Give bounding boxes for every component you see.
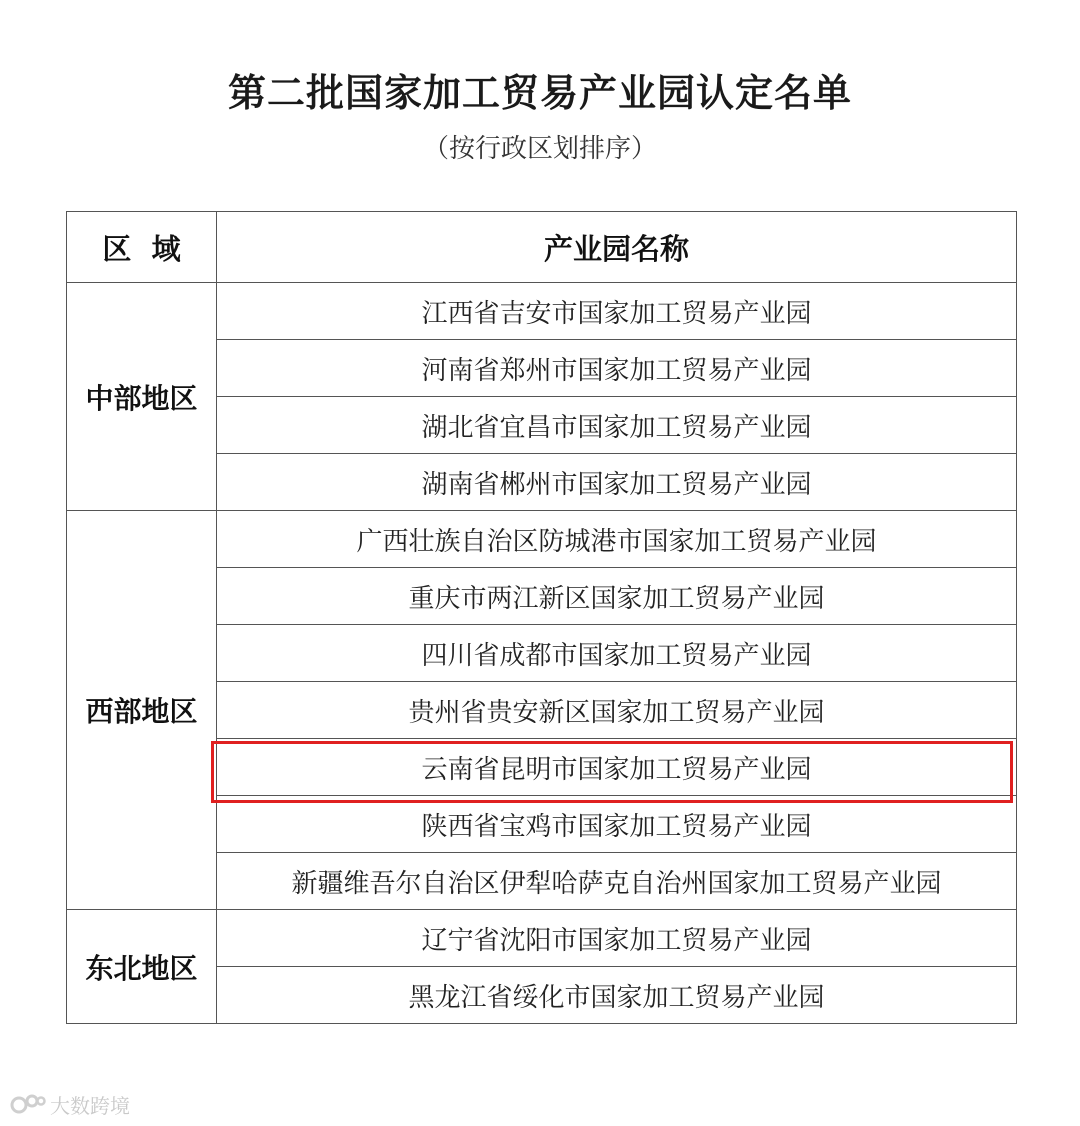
region-northeast: 东北地区 (67, 910, 217, 1024)
park-name: 湖南省郴州市国家加工贸易产业园 (217, 454, 1017, 511)
park-name: 四川省成都市国家加工贸易产业园 (217, 625, 1017, 682)
region-western: 西部地区 (67, 511, 217, 910)
table-row (67, 283, 1017, 340)
park-name: 广西壮族自治区防城港市国家加工贸易产业园 (217, 511, 1017, 568)
table-header-row (67, 212, 1017, 283)
park-name: 贵州省贵安新区国家加工贸易产业园 (217, 682, 1017, 739)
header-region: 区 域 (67, 212, 217, 283)
park-name: 陕西省宝鸡市国家加工贸易产业园 (217, 796, 1017, 853)
park-name: 黑龙江省绥化市国家加工贸易产业园 (217, 967, 1017, 1024)
header-park-name: 产业园名称 (217, 212, 1017, 283)
park-list-table (66, 211, 1017, 1024)
page-subtitle: （按行政区划排序） (422, 134, 657, 164)
park-name-highlighted: 云南省昆明市国家加工贸易产业园 (217, 739, 1017, 796)
region-central: 中部地区 (67, 283, 217, 511)
table-row (67, 910, 1017, 967)
page-title: 第二批国家加工贸易产业园认定名单 (227, 71, 852, 115)
logo-icon (10, 1091, 46, 1119)
watermark (10, 1090, 130, 1119)
park-name: 辽宁省沈阳市国家加工贸易产业园 (217, 910, 1017, 967)
park-name: 湖北省宜昌市国家加工贸易产业园 (217, 397, 1017, 454)
table-row (67, 511, 1017, 568)
watermark-text: 大数跨境 (50, 1094, 130, 1118)
park-name: 重庆市两江新区国家加工贸易产业园 (217, 568, 1017, 625)
park-name: 新疆维吾尔自治区伊犁哈萨克自治州国家加工贸易产业园 (217, 853, 1017, 910)
park-name: 河南省郑州市国家加工贸易产业园 (217, 340, 1017, 397)
park-name: 江西省吉安市国家加工贸易产业园 (217, 283, 1017, 340)
